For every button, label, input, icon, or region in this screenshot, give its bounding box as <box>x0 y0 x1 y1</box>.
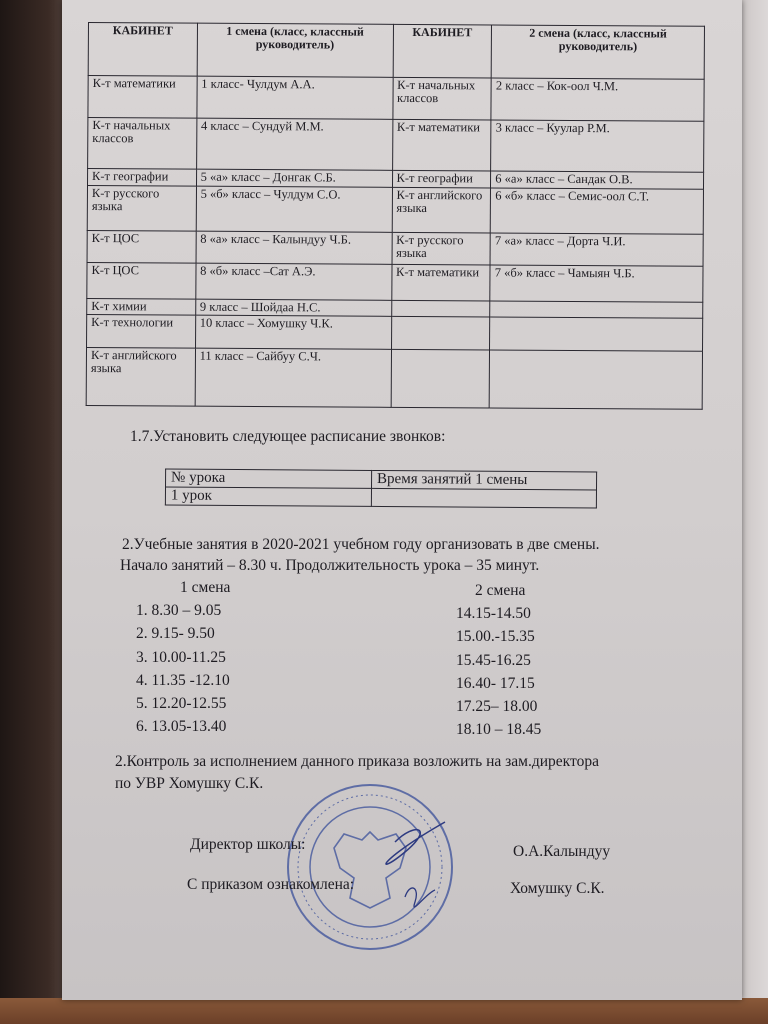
header-cell: Время занятий 1 смены <box>372 470 597 490</box>
table-row <box>87 186 703 235</box>
cell <box>371 488 596 508</box>
cell: 8 «а» класс – Калындуу Ч.Б. <box>196 231 392 264</box>
header-cell: КАБИНЕТ <box>88 23 197 77</box>
list-item: 15.00.-15.35 <box>456 628 535 646</box>
shift2-list <box>456 602 541 742</box>
cell: 10 класс – Хомушку Ч.К. <box>195 315 391 349</box>
classroom-table <box>86 22 705 410</box>
cell: К-т начальных классов <box>392 77 491 120</box>
cell: К-т ЦОС <box>87 262 196 299</box>
list-item: 18.10 – 18.45 <box>456 721 542 739</box>
cell: К-т начальных классов <box>88 118 197 170</box>
list-item: 16.40- 17.15 <box>456 674 535 692</box>
table-row <box>87 314 703 351</box>
cell: 5 «а» класс – Донгак С.Б. <box>196 169 392 187</box>
table-row <box>87 230 703 266</box>
list-item: 15.45-16.25 <box>456 651 531 669</box>
table-row <box>88 76 704 122</box>
cell: К-т английского языка <box>86 347 195 406</box>
section-1-7: 1.7.Установить следующее расписание звонков: <box>130 428 446 445</box>
cell: 1 класс- Чулдум А.А. <box>197 76 393 119</box>
bells-table <box>165 468 597 508</box>
list-item: 5. 12.20-12.55 <box>136 695 227 713</box>
cell: К-т географии <box>88 169 197 187</box>
table-header-row <box>88 23 704 80</box>
cell: К-т географии <box>392 170 491 188</box>
table-row <box>87 262 703 302</box>
cell: 11 класс – Сайбуу С.Ч. <box>195 348 391 407</box>
signature-ack <box>405 888 435 907</box>
cell <box>489 350 702 409</box>
list-item: 3. 10.00-11.25 <box>136 648 226 666</box>
list-item: 2. 9.15- 9.50 <box>136 625 215 643</box>
header-cell: 1 смена (класс, классный руководитель) <box>197 23 393 77</box>
cell: К-т ЦОС <box>87 230 196 263</box>
cell: 4 класс – Сундуй М.М. <box>196 118 392 170</box>
header-cell: КАБИНЕТ <box>393 24 492 78</box>
cell: 2 класс – Кок-оол Ч.М. <box>491 78 704 121</box>
control-line1: 2.Контроль за исполнением данного приказа возложить на зам.директора <box>115 753 599 770</box>
header-cell: № урока <box>166 469 372 488</box>
table-row <box>86 347 702 409</box>
cell: К-т русского языка <box>87 186 196 232</box>
table-row <box>88 118 704 173</box>
desk-bottom <box>0 998 768 1024</box>
director-label: Директор школы: <box>190 836 306 853</box>
cell <box>391 300 490 317</box>
cell <box>391 349 490 408</box>
section-2-line1: 2.Учебные занятия в 2020-2021 учебном году организовать в две смены. <box>122 536 600 553</box>
desk-left <box>0 0 70 1024</box>
cell: К-т математики <box>392 119 491 171</box>
shift1-title: 1 смена <box>180 579 231 596</box>
stamp-inner-ring <box>310 807 430 927</box>
cell: К-т английского языка <box>392 187 491 233</box>
ack-label: С приказом ознакомлена: <box>187 876 355 893</box>
list-item: 6. 13.05-13.40 <box>136 718 227 736</box>
list-item: 1. 8.30 – 9.05 <box>136 602 222 619</box>
director-name: О.А.Калындуу <box>513 843 611 860</box>
cell: 6 «а» класс – Сандак О.В. <box>491 171 704 189</box>
coat-of-arms-icon <box>334 832 406 908</box>
cell: К-т математики <box>88 76 197 119</box>
section-2-line2: Начало занятий – 8.30 ч. Продолжительность урока – 35 минут. <box>120 557 540 574</box>
list-item: 14.15-14.50 <box>456 605 531 622</box>
cell: 3 класс – Куулар Р.М. <box>491 120 704 172</box>
stamp-outer-ring <box>288 785 452 949</box>
cell: 5 «б» класс – Чулдум С.О. <box>196 186 392 232</box>
cell <box>490 301 703 318</box>
cell: 6 «б» класс – Семис-оол С.Т. <box>490 188 703 234</box>
shift2-title: 2 смена <box>475 582 526 599</box>
cell: 1 урок <box>165 487 371 506</box>
table-row <box>165 487 596 508</box>
shift1-list <box>136 599 230 739</box>
list-item: 17.25– 18.00 <box>456 698 538 716</box>
stamp-lettering-ring <box>298 795 442 939</box>
cell: 9 класс – Шойдаа Н.С. <box>195 299 391 316</box>
cell <box>391 316 490 350</box>
cell: 7 «а» класс – Дорта Ч.И. <box>490 233 703 266</box>
cell <box>490 317 703 351</box>
cell: 7 «б» класс – Чамыян Ч.Б. <box>490 265 703 302</box>
cell: К-т химии <box>87 298 196 315</box>
header-cell: 2 смена (класс, классный руководитель) <box>491 25 704 79</box>
cell: К-т математики <box>391 264 490 301</box>
cell: К-т технологии <box>87 314 196 348</box>
list-item: 4. 11.35 -12.10 <box>136 671 230 689</box>
cell: 8 «б» класс –Сат А.Э. <box>195 263 391 300</box>
ack-name: Хомушку С.К. <box>510 880 605 897</box>
school-stamp <box>285 782 455 952</box>
cell: К-т русского языка <box>392 232 491 265</box>
control-line2: по УВР Хомушку С.К. <box>115 775 264 792</box>
